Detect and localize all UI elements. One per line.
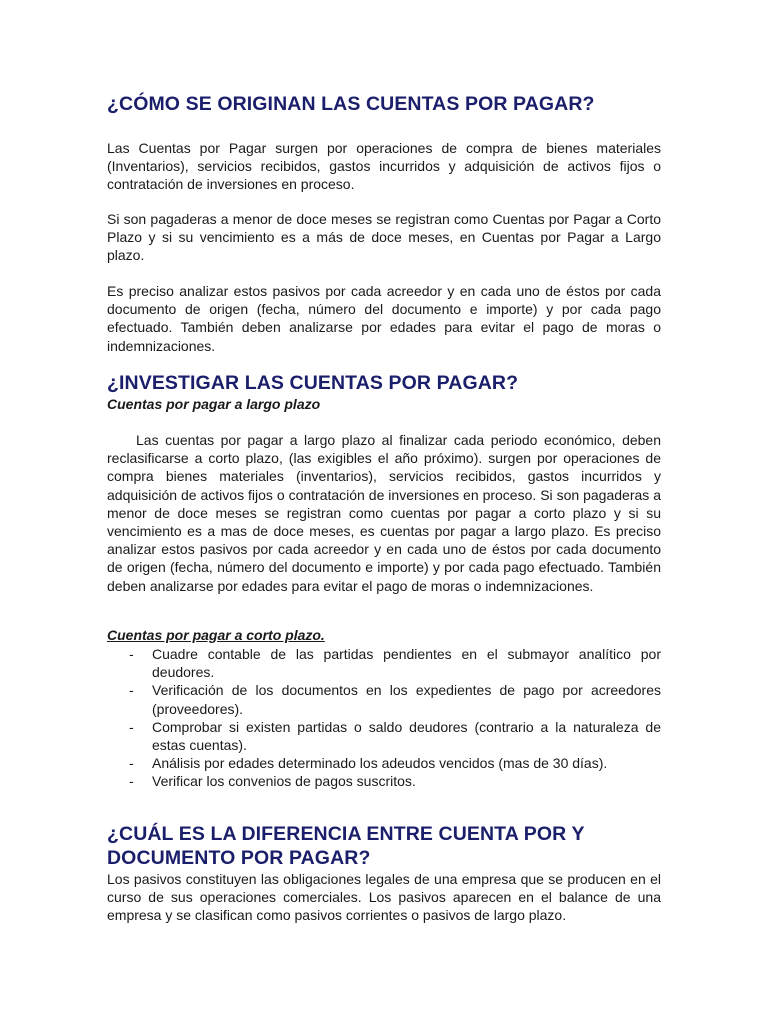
section-heading-difference [107,822,585,870]
paragraph: Si son pagaderas a menor de doce meses se registran como Cuentas por Pagar a Corto Plazo y si su vencimiento es a más de doce meses, en Cuentas por Pagar a Largo plazo. [107,211,661,264]
subheading-long-term: Cuentas por pagar a largo plazo [107,396,321,412]
list-item-text: Cuadre contable de las partidas pendientes en el submayor analítico por deudores. [152,646,661,681]
bullet-list [107,645,661,791]
list-item-text: Comprobar si existen partidas o saldo deudores (contrario a la naturaleza de estas cuentas). [152,718,661,754]
list-item-text: Verificación de los documentos en los expedientes de pago por acreedores (proveedores). [152,682,661,717]
paragraph: Los pasivos constituyen las obligaciones legales de una empresa que se producen en el curso de sus operaciones comerciales. Los pasivos aparecen en el balance de una empresa y se clasifican como pasivos corrientes o pasivos de largo plazo. [107,871,661,924]
list-item [107,754,661,772]
bullet-dash: - [129,646,134,662]
list-item [107,645,661,681]
section-heading-investigate: ¿INVESTIGAR LAS CUENTAS POR PAGAR? [107,372,519,394]
bullet-dash: - [129,682,134,699]
section-heading-origin: ¿CÓMO SE ORIGINAN LAS CUENTAS POR PAGAR? [107,93,595,115]
bullet-dash: - [129,773,134,790]
bullet-dash: - [129,755,134,772]
list-item [107,718,661,754]
paragraph: Las cuentas por pagar a largo plazo al finalizar cada periodo económico, deben reclasificarse a corto plazo, (las exigibles el año próximo). surgen por operaciones de compra bienes materiales (inventarios), servicios recibidos, gastos incurridos y adquisición de activos fijos o contratación de inversiones en proceso. Si son pagaderas a menor de doce meses se registran como cuentas por pagar a corto plazo y si su vencimiento es a mas de doce meses, es cuentas por pagar a largo plazo. Es preciso analizar estos pasivos por cada acreedor y en cada uno de éstos por cada documento de origen (fecha, número del documento e importe) y por cada pago efectuado. También deben analizarse por edades para evitar el pago de moras o indemnizaciones. [107,432,661,594]
list-item-text: Análisis por edades determinado los adeudos vencidos (mas de 30 días). [152,755,608,772]
heading-line-2: DOCUMENTO POR PAGAR? [107,847,371,869]
heading-line-1: ¿CUÁL ES LA DIFERENCIA ENTRE CUENTA POR Y [107,823,585,845]
list-item-text: Verificar los convenios de pagos suscritos. [152,773,416,790]
bullet-dash: - [129,718,134,735]
paragraph: Es preciso analizar estos pasivos por cada acreedor y en cada uno de éstos por cada documento de origen (fecha, número del documento e importe) y por cada pago efectuado. También deben analizarse por edades para evitar el pago de moras o indemnizaciones. [107,283,661,354]
list-item [107,772,661,790]
list-item [107,681,661,717]
paragraph: Las Cuentas por Pagar surgen por operaciones de compra de bienes materiales (Inventarios), servicios recibidos, gastos incurridos y adquisición de activos fijos o contratación de inversiones en proceso. [107,140,661,193]
subheading-short-term: Cuentas por pagar a corto plazo. [107,627,325,643]
